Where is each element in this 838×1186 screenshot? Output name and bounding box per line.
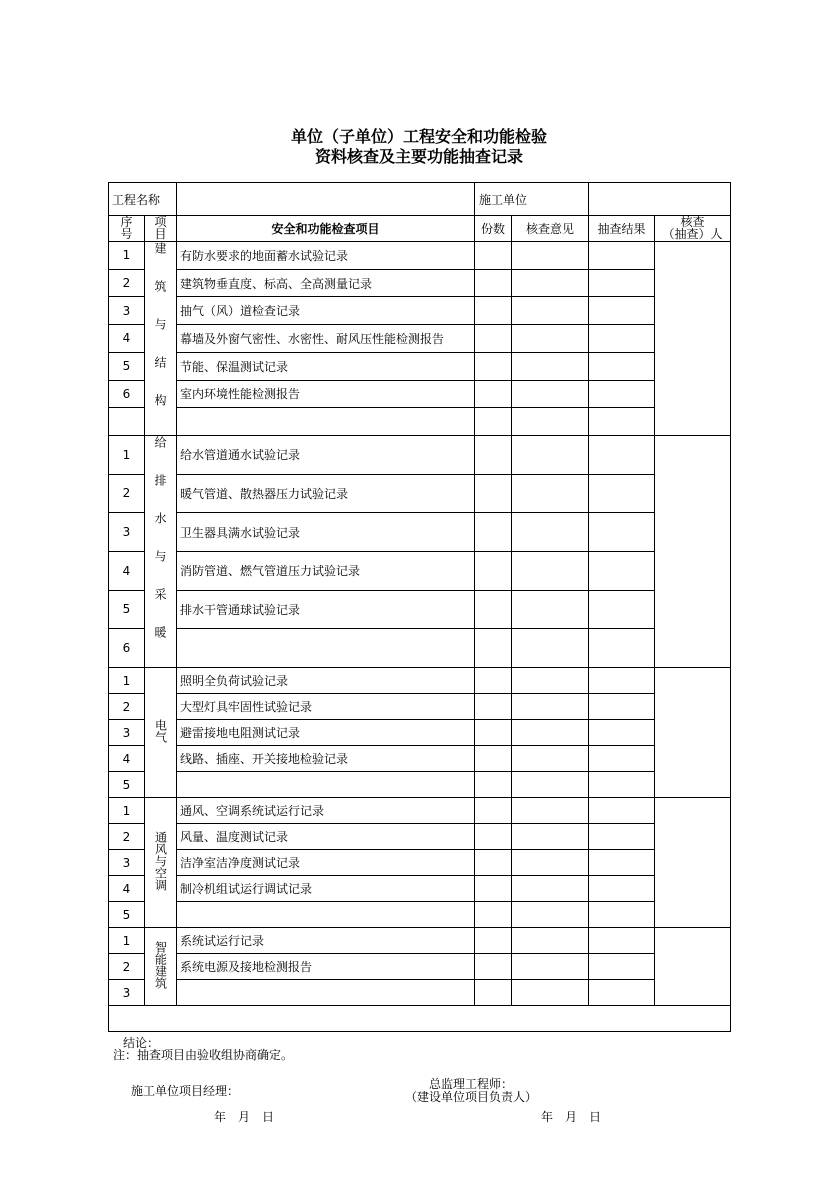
opinion-cell[interactable] (512, 408, 589, 436)
opinion-cell[interactable] (512, 380, 589, 408)
check-item: 通风、空调系统试运行记录 (177, 798, 475, 824)
table-row (109, 668, 731, 694)
table-row (109, 798, 731, 824)
table-row (109, 694, 731, 720)
opinion-cell[interactable] (512, 746, 589, 772)
row-number: 4 (109, 746, 145, 772)
copies-cell[interactable] (475, 380, 512, 408)
row-number: 5 (109, 772, 145, 798)
opinion-cell[interactable] (512, 876, 589, 902)
project-name-field[interactable] (177, 183, 475, 216)
date-right: 年 月 日 (541, 1110, 602, 1124)
result-cell[interactable] (589, 798, 655, 824)
check-item: 节能、保温测试记录 (177, 352, 475, 380)
opinion-cell[interactable] (512, 850, 589, 876)
result-cell[interactable] (589, 269, 655, 297)
copies-cell[interactable] (475, 798, 512, 824)
row-number: 3 (109, 850, 145, 876)
table-row (109, 629, 731, 668)
check-item: 制冷机组试运行调试记录 (177, 876, 475, 902)
project-name-label: 工程名称 (109, 183, 177, 216)
table-row (109, 902, 731, 928)
opinion-cell[interactable] (512, 720, 589, 746)
row-number: 3 (109, 297, 145, 325)
copies-cell[interactable] (475, 513, 512, 552)
checker-cell[interactable] (655, 668, 731, 798)
result-cell[interactable] (589, 902, 655, 928)
table-row (109, 772, 731, 798)
result-cell[interactable] (589, 980, 655, 1006)
check-item: 系统电源及接地检测报告 (177, 954, 475, 980)
row-number: 5 (109, 352, 145, 380)
table-row (109, 352, 731, 380)
table-row (109, 720, 731, 746)
table-row (109, 590, 731, 629)
check-item: 排水干管通球试验记录 (177, 590, 475, 629)
row-number: 2 (109, 474, 145, 513)
row-number: 2 (109, 269, 145, 297)
opinion-cell[interactable] (512, 668, 589, 694)
copies-cell[interactable] (475, 269, 512, 297)
row-number: 4 (109, 325, 145, 353)
opinion-cell[interactable] (512, 772, 589, 798)
table-row (109, 551, 731, 590)
check-item (177, 902, 475, 928)
result-cell[interactable] (589, 720, 655, 746)
result-cell[interactable] (589, 694, 655, 720)
check-item (177, 408, 475, 436)
copies-cell[interactable] (475, 297, 512, 325)
table-row (109, 746, 731, 772)
result-cell[interactable] (589, 928, 655, 954)
copies-cell[interactable] (475, 551, 512, 590)
contractor-field[interactable] (589, 183, 731, 216)
row-number: 3 (109, 513, 145, 552)
category-cell (145, 242, 177, 436)
row-number: 2 (109, 954, 145, 980)
copies-cell[interactable] (475, 824, 512, 850)
copies-cell[interactable] (475, 242, 512, 270)
table-row (109, 408, 731, 436)
copies-cell[interactable] (475, 352, 512, 380)
table-row (109, 325, 731, 353)
category-label: 智能建筑 (153, 941, 168, 989)
opinion-header: 核查意见 (512, 216, 589, 242)
check-item: 系统试运行记录 (177, 928, 475, 954)
row-number: 2 (109, 824, 145, 850)
result-cell[interactable] (589, 297, 655, 325)
opinion-cell[interactable] (512, 954, 589, 980)
opinion-cell[interactable] (512, 352, 589, 380)
opinion-cell[interactable] (512, 325, 589, 353)
table-row (109, 824, 731, 850)
check-item: 建筑物垂直度、标高、全高测量记录 (177, 269, 475, 297)
result-cell[interactable] (589, 590, 655, 629)
category-label: 建筑与结构 (153, 242, 167, 432)
check-item: 暖气管道、散热器压力试验记录 (177, 474, 475, 513)
row-number (109, 408, 145, 436)
result-cell[interactable] (589, 242, 655, 270)
copies-cell[interactable] (475, 408, 512, 436)
category-label: 给排水与采暖 (153, 436, 167, 664)
row-number: 1 (109, 242, 145, 270)
row-number: 6 (109, 629, 145, 668)
opinion-cell[interactable] (512, 269, 589, 297)
copies-cell[interactable] (475, 876, 512, 902)
copies-cell[interactable] (475, 629, 512, 668)
result-cell[interactable] (589, 772, 655, 798)
opinion-cell[interactable] (512, 694, 589, 720)
copies-cell[interactable] (475, 954, 512, 980)
check-item (177, 629, 475, 668)
check-item: 抽气（风）道检查记录 (177, 297, 475, 325)
result-header: 抽查结果 (589, 216, 655, 242)
category-cell (145, 798, 177, 928)
table-row (109, 928, 731, 954)
row-number: 5 (109, 902, 145, 928)
table-row (109, 513, 731, 552)
check-item: 洁净室洁净度测试记录 (177, 850, 475, 876)
copies-cell[interactable] (475, 980, 512, 1006)
checker-cell[interactable] (655, 436, 731, 668)
table-row (109, 980, 731, 1006)
row-number: 1 (109, 436, 145, 475)
table-row (109, 850, 731, 876)
row-number: 2 (109, 694, 145, 720)
result-cell[interactable] (589, 954, 655, 980)
category-cell (145, 928, 177, 1006)
check-item: 线路、插座、开关接地检验记录 (177, 746, 475, 772)
check-item: 幕墙及外窗气密性、水密性、耐风压性能检测报告 (177, 325, 475, 353)
check-item: 大型灯具牢固性试验记录 (177, 694, 475, 720)
result-cell[interactable] (589, 824, 655, 850)
result-cell[interactable] (589, 408, 655, 436)
copies-cell[interactable] (475, 668, 512, 694)
check-item: 避雷接地电阻测试记录 (177, 720, 475, 746)
result-cell[interactable] (589, 436, 655, 475)
copies-cell[interactable] (475, 928, 512, 954)
row-number: 1 (109, 928, 145, 954)
opinion-cell[interactable] (512, 824, 589, 850)
title-line-2: 资料核查及主要功能抽查记录 (314, 147, 523, 166)
row-number: 4 (109, 551, 145, 590)
check-item: 风量、温度测试记录 (177, 824, 475, 850)
opinion-cell[interactable] (512, 297, 589, 325)
result-cell[interactable] (589, 746, 655, 772)
copies-cell[interactable] (475, 590, 512, 629)
opinion-cell[interactable] (512, 928, 589, 954)
table-row (109, 242, 731, 270)
contractor-label: 施工单位 (475, 183, 589, 216)
opinion-cell[interactable] (512, 474, 589, 513)
row-number: 6 (109, 380, 145, 408)
category-cell (145, 668, 177, 798)
item-header: 项 目 (145, 216, 177, 242)
opinion-cell[interactable] (512, 551, 589, 590)
check-item: 照明全负荷试验记录 (177, 668, 475, 694)
date-left: 年 月 日 (214, 1110, 275, 1124)
copies-cell[interactable] (475, 772, 512, 798)
opinion-cell[interactable] (512, 513, 589, 552)
row-number: 4 (109, 876, 145, 902)
copies-cell[interactable] (475, 746, 512, 772)
result-cell[interactable] (589, 551, 655, 590)
opinion-cell[interactable] (512, 629, 589, 668)
category-cell (145, 436, 177, 668)
supervisor-sub-label: （建设单位项目负责人） (405, 1090, 538, 1104)
row-number: 1 (109, 668, 145, 694)
title-line-1: 单位（子单位）工程安全和功能检验 (290, 127, 547, 146)
checker-cell[interactable] (655, 798, 731, 928)
result-cell[interactable] (589, 352, 655, 380)
table-row (109, 297, 731, 325)
check-item-header: 安全和功能检查项目 (177, 216, 475, 242)
row-number: 3 (109, 720, 145, 746)
copies-cell[interactable] (475, 902, 512, 928)
table-row (109, 954, 731, 980)
checker-cell[interactable] (655, 242, 731, 436)
opinion-cell[interactable] (512, 798, 589, 824)
row-number: 5 (109, 590, 145, 629)
category-label: 通风与空调 (153, 831, 168, 891)
check-item: 有防水要求的地面蓄水试验记录 (177, 242, 475, 270)
table-row (109, 380, 731, 408)
footnote: 注：抽查项目由验收组协商确定。 (113, 1048, 294, 1062)
check-item: 给水管道通水试验记录 (177, 436, 475, 475)
copies-cell[interactable] (475, 436, 512, 475)
result-cell[interactable] (589, 668, 655, 694)
opinion-cell[interactable] (512, 980, 589, 1006)
check-item (177, 772, 475, 798)
checker-cell[interactable] (655, 928, 731, 1006)
result-cell[interactable] (589, 876, 655, 902)
table-row (109, 436, 731, 475)
opinion-cell[interactable] (512, 242, 589, 270)
row-number: 3 (109, 980, 145, 1006)
check-item: 卫生器具满水试验记录 (177, 513, 475, 552)
result-cell[interactable] (589, 474, 655, 513)
conclusion-label: 结论： (123, 1036, 160, 1050)
table-row (109, 876, 731, 902)
copies-cell[interactable] (475, 474, 512, 513)
copies-cell[interactable] (475, 720, 512, 746)
opinion-cell[interactable] (512, 902, 589, 928)
copies-cell[interactable] (475, 325, 512, 353)
result-cell[interactable] (589, 325, 655, 353)
checker-header: 核查 （抽查）人 (655, 216, 731, 242)
result-cell[interactable] (589, 513, 655, 552)
result-cell[interactable] (589, 629, 655, 668)
result-cell[interactable] (589, 850, 655, 876)
check-item: 室内环境性能检测报告 (177, 380, 475, 408)
pm-label: 施工单位项目经理： (131, 1084, 240, 1098)
row-number: 1 (109, 798, 145, 824)
opinion-cell[interactable] (512, 590, 589, 629)
seq-header: 序 号 (109, 216, 145, 242)
opinion-cell[interactable] (512, 436, 589, 475)
table-row (109, 269, 731, 297)
table-row (109, 474, 731, 513)
result-cell[interactable] (589, 380, 655, 408)
copies-cell[interactable] (475, 694, 512, 720)
check-item (177, 980, 475, 1006)
check-item: 消防管道、燃气管道压力试验记录 (177, 551, 475, 590)
category-label: 电气 (153, 719, 168, 743)
supervisor-label: 总监理工程师： (429, 1077, 514, 1091)
copies-cell[interactable] (475, 850, 512, 876)
copies-header: 份数 (475, 216, 512, 242)
